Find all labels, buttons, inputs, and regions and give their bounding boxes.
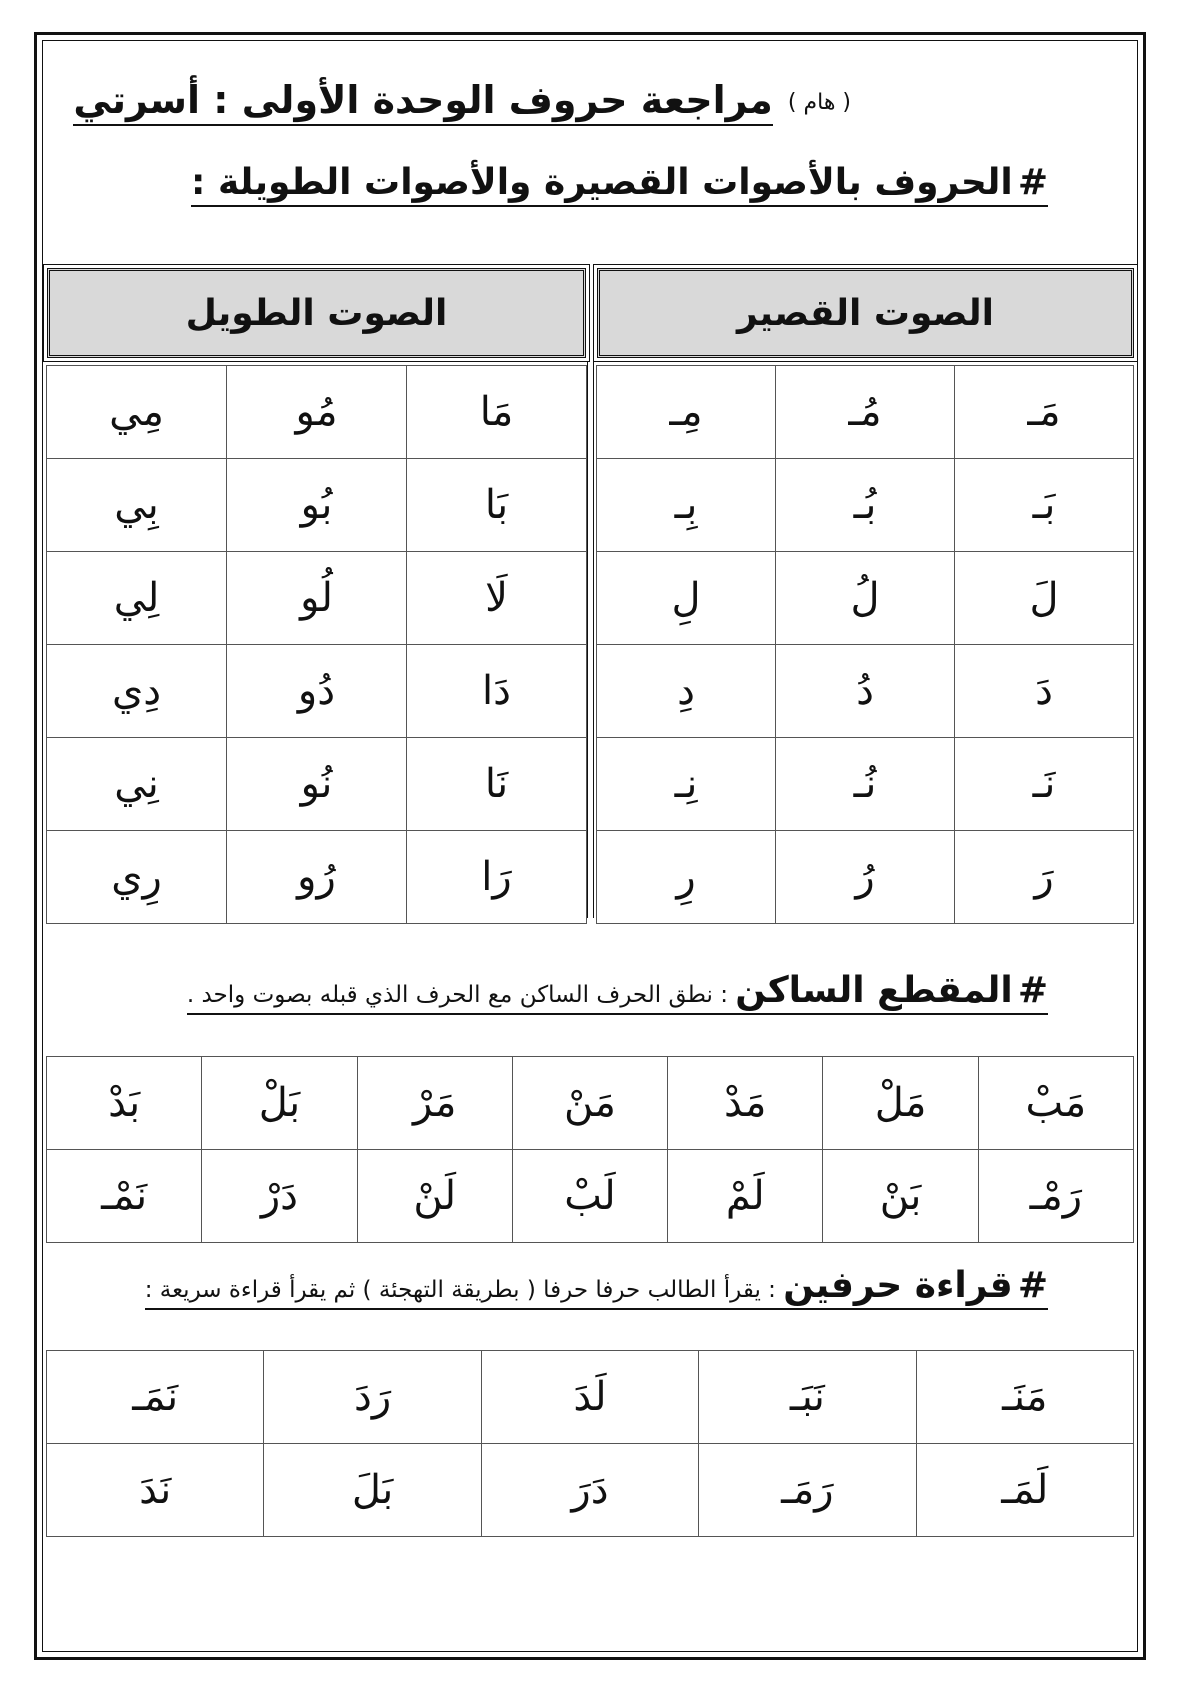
short-vowel-cell: مُـ (776, 366, 955, 459)
short-vowel-cell: رُ (776, 831, 955, 924)
sukun-table (46, 1056, 1134, 1243)
section-name: المقطع الساكن (735, 970, 1013, 1011)
short-vowel-cell: مِـ (597, 366, 776, 459)
sukun-syllable-cell: دَرْ (202, 1150, 357, 1243)
table-row (47, 1150, 1134, 1243)
long-vowel-cell: رِي (47, 831, 227, 924)
short-vowel-cell: دُ (776, 645, 955, 738)
table-row (597, 459, 1134, 552)
sukun-syllable-cell: بَدْ (47, 1057, 202, 1150)
important-note: ( هام ) (787, 90, 851, 115)
section-heading-vowels (191, 162, 1048, 207)
sukun-syllable-cell: رَمْـ (978, 1150, 1133, 1243)
short-vowel-cell: نُـ (776, 738, 955, 831)
short-vowel-cell: لِ (597, 552, 776, 645)
letter-pair-cell: مَنَـ (916, 1351, 1133, 1444)
short-vowel-cell: رِ (597, 831, 776, 924)
section-hash: # (1017, 970, 1048, 1011)
title-main: مراجعة حروف الوحدة الأولى : أسرتي (73, 78, 773, 126)
table-row (47, 552, 587, 645)
long-vowel-cell: لِي (47, 552, 227, 645)
table-row (597, 552, 1134, 645)
letter-pair-cell: رَدَ (264, 1351, 481, 1444)
table-row (47, 459, 587, 552)
short-vowel-table (596, 365, 1134, 924)
letter-pair-cell: بَلَ (264, 1444, 481, 1537)
long-vowel-cell: بُو (227, 459, 407, 552)
short-vowel-cell: نَـ (955, 738, 1134, 831)
table-row (597, 738, 1134, 831)
table-row (47, 1057, 1134, 1150)
long-vowel-cell: رُو (227, 831, 407, 924)
table-row (597, 645, 1134, 738)
short-vowel-cell: دِ (597, 645, 776, 738)
short-vowel-cell: لُ (776, 552, 955, 645)
sukun-syllable-cell: مَلْ (823, 1057, 978, 1150)
section-hash: # (1017, 162, 1048, 203)
section-name: الحروف بالأصوات القصيرة والأصوات الطويلة : (191, 162, 1013, 203)
letter-pair-cell: نَدَ (47, 1444, 264, 1537)
sukun-syllable-cell: بَنْ (823, 1150, 978, 1243)
long-vowel-table (46, 365, 587, 924)
table-row (47, 366, 587, 459)
table-row (47, 1444, 1134, 1537)
short-vowel-cell: بُـ (776, 459, 955, 552)
sukun-syllable-cell: مَنْ (512, 1057, 667, 1150)
letter-pair-cell: دَرَ (481, 1444, 698, 1537)
section-hash: # (1017, 1265, 1048, 1306)
letter-pair-cell: لَدَ (481, 1351, 698, 1444)
long-vowel-cell: لُو (227, 552, 407, 645)
long-vowel-cell: نَا (407, 738, 587, 831)
short-vowel-cell: مَـ (955, 366, 1134, 459)
long-vowel-cell: لَا (407, 552, 587, 645)
table-separator (587, 362, 594, 918)
section-description: : يقرأ الطالب حرفا حرفا ( بطريقة التهجئة ) ثم يقرأ قراءة سريعة : (144, 1277, 784, 1303)
section-name: قراءة حرفين (783, 1265, 1013, 1306)
sukun-syllable-cell: بَلْ (202, 1057, 357, 1150)
table-row (47, 831, 587, 924)
long-vowel-cell: مَا (407, 366, 587, 459)
long-vowel-cell: دُو (227, 645, 407, 738)
page-title (73, 78, 851, 122)
section-heading-sukun (187, 970, 1048, 1015)
long-vowel-cell: نُو (227, 738, 407, 831)
sukun-syllable-cell: لَبْ (512, 1150, 667, 1243)
long-vowel-cell: مُو (227, 366, 407, 459)
section-heading-pairs (145, 1265, 1048, 1310)
sukun-syllable-cell: مَرْ (357, 1057, 512, 1150)
section-description: : نطق الحرف الساكن مع الحرف الذي قبله بصوت واحد . (186, 982, 736, 1008)
short-vowel-cell: دَ (955, 645, 1134, 738)
header-long-vowel: الصوت الطويل (47, 268, 586, 358)
letter-pair-cell: نَمَـ (47, 1351, 264, 1444)
long-vowel-cell: دَا (407, 645, 587, 738)
sukun-syllable-cell: مَبْ (978, 1057, 1133, 1150)
long-vowel-cell: نِي (47, 738, 227, 831)
sukun-syllable-cell: نَمْـ (47, 1150, 202, 1243)
table-row (597, 831, 1134, 924)
short-vowel-cell: نِـ (597, 738, 776, 831)
header-short-vowel: الصوت القصير (597, 268, 1134, 358)
letter-pair-cell: لَمَـ (916, 1444, 1133, 1537)
pairs-table (46, 1350, 1134, 1537)
sukun-syllable-cell: مَدْ (668, 1057, 823, 1150)
sukun-syllable-cell: لَمْ (668, 1150, 823, 1243)
long-vowel-cell: دِي (47, 645, 227, 738)
short-vowel-cell: بَـ (955, 459, 1134, 552)
long-vowel-cell: بِي (47, 459, 227, 552)
short-vowel-cell: بِـ (597, 459, 776, 552)
long-vowel-cell: مِي (47, 366, 227, 459)
long-vowel-cell: رَا (407, 831, 587, 924)
short-vowel-cell: رَ (955, 831, 1134, 924)
table-row (47, 738, 587, 831)
table-row (47, 645, 587, 738)
letter-pair-cell: نَبَـ (699, 1351, 916, 1444)
table-row (597, 366, 1134, 459)
short-vowel-cell: لَ (955, 552, 1134, 645)
sukun-syllable-cell: لَنْ (357, 1150, 512, 1243)
table-row (47, 1351, 1134, 1444)
long-vowel-cell: بَا (407, 459, 587, 552)
letter-pair-cell: رَمَـ (699, 1444, 916, 1537)
